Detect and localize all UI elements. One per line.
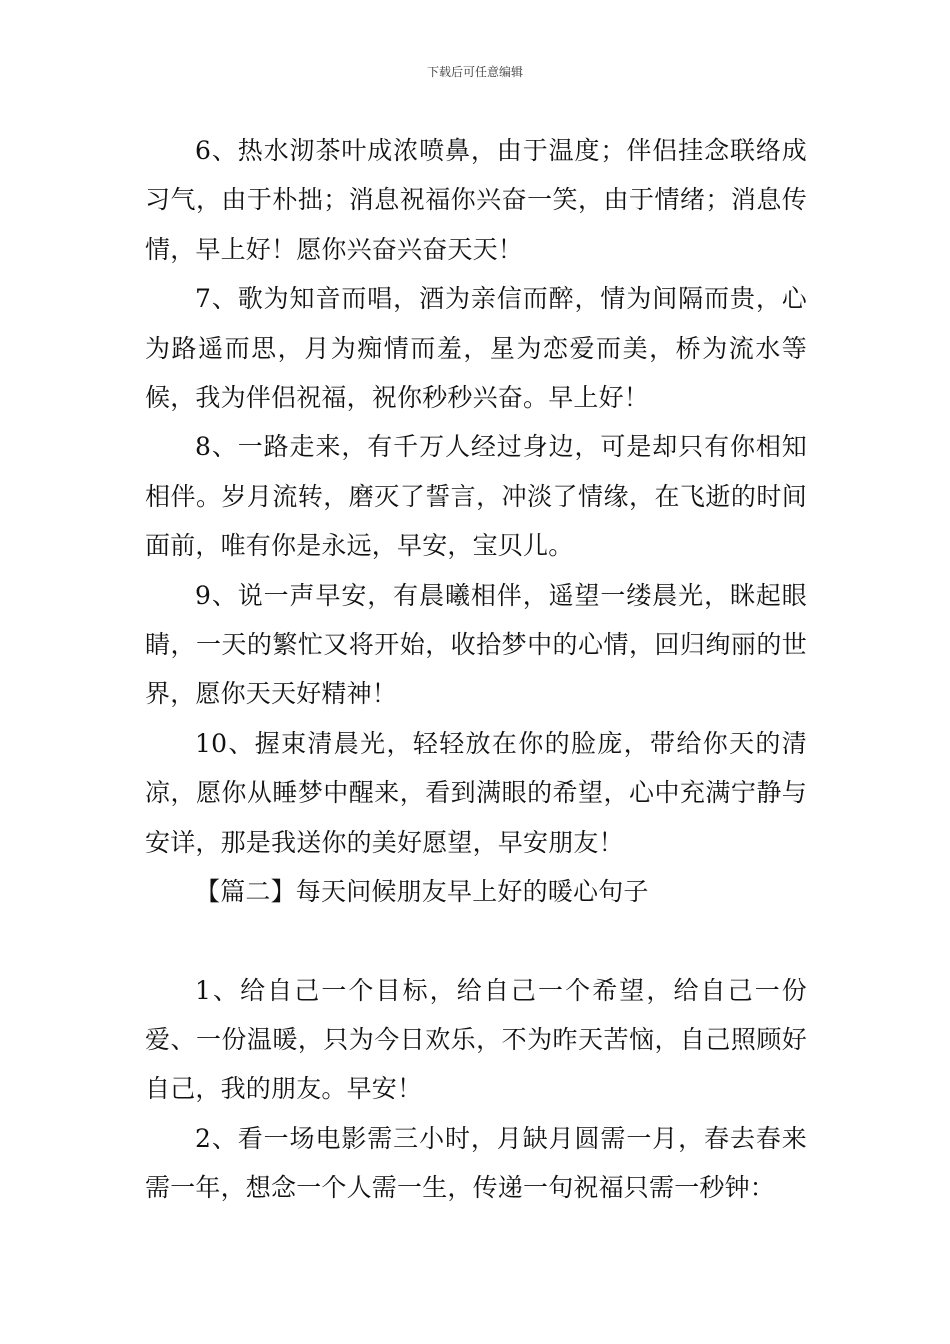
header-note: 下载后可任意编辑 — [426, 65, 523, 79]
document-body — [145, 126, 807, 1213]
paragraph-2: 2、看一场电影需三小时，月缺月圆需一月，春去春来需一年，想念一个人需一生，传递一句祝福只需一秒钟： — [145, 1123, 807, 1203]
section-title: 【篇二】每天问候朋友早上好的暖心句子 — [195, 877, 649, 907]
paragraph-8: 8、一路走来，有千万人经过身边，可是却只有你相知相伴。岁月流转，磨灭了誓言，冲淡了情缘，在飞逝的时间面前，唯有你是永远，早安，宝贝儿。 — [145, 432, 807, 561]
paragraph-7: 7、歌为知音而唱，酒为亲信而醉，情为间隔而贵，心为路遥而思，月为痴情而羞，星为恋爱而美，桥为流水等候，我为伴侣祝福，祝你秒秒兴奋。早上好！ — [145, 284, 807, 413]
paragraph-1: 1、给自己一个目标，给自己一个希望，给自己一份爱、一份温暖，只为今日欢乐，不为昨天苦恼，自己照顾好自己，我的朋友。早安！ — [145, 975, 807, 1104]
paragraph-9: 9、说一声早安，有晨曦相伴，遥望一缕晨光，眯起眼睛，一天的繁忙又将开始，收拾梦中的心情，回归绚丽的世界，愿你天天好精神！ — [145, 580, 807, 709]
paragraph-10: 10、握束清晨光，轻轻放在你的脸庞，带给你天的清凉，愿你从睡梦中醒来，看到满眼的希望，心中充满宁静与安详，那是我送你的美好愿望，早安朋友！ — [145, 728, 807, 857]
paragraph-6: 6、热水沏茶叶成浓喷鼻，由于温度；伴侣挂念联络成习气，由于朴拙；消息祝福你兴奋一笑，由于情绪；消息传情，早上好！愿你兴奋兴奋天天！ — [145, 136, 807, 264]
